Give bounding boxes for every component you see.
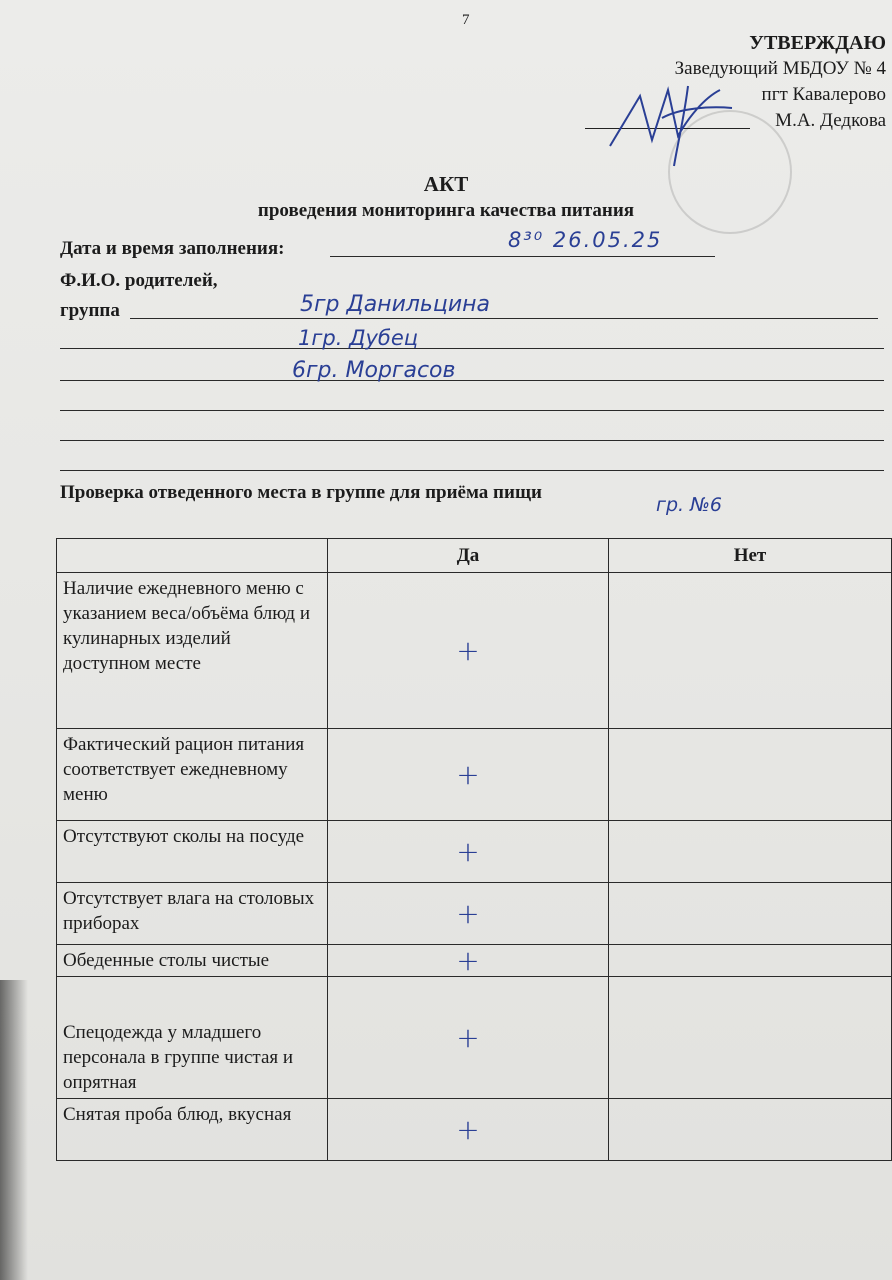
page-number: 7 xyxy=(462,12,470,28)
checklist-table xyxy=(56,538,892,1161)
table-row xyxy=(57,821,892,883)
row-yes-mark: + xyxy=(328,821,609,883)
table-row xyxy=(57,945,892,977)
parent-entry-2: 1гр. Дубец xyxy=(298,326,419,350)
approval-location: пгт Кавалерово xyxy=(761,84,886,105)
approval-title: УТВЕРЖДАЮ xyxy=(749,32,886,54)
row-no-mark xyxy=(609,1099,892,1161)
row-item: Спецодежда у младшего персонала в группе чистая и опрятная xyxy=(57,977,328,1099)
form-line-4 xyxy=(60,410,884,411)
form-line-5 xyxy=(60,440,884,441)
datetime-label: Дата и время заполнения: xyxy=(60,238,285,259)
table-row xyxy=(57,729,892,821)
datetime-line xyxy=(330,256,715,257)
row-item: Наличие ежедневного меню с указанием веса/объёма блюд и кулинарных изделий доступном месте xyxy=(57,573,328,729)
signature-mark xyxy=(600,78,750,170)
parents-label: Ф.И.О. родителей, xyxy=(60,270,218,291)
row-item: Отсутствуют сколы на посуде xyxy=(57,821,328,883)
row-yes-mark: + xyxy=(328,945,609,977)
check-heading: Проверка отведенного места в группе для приёма пищи xyxy=(60,482,542,503)
approval-name: М.А. Дедкова xyxy=(775,110,886,131)
row-item: Отсутствует влага на столовых приборах xyxy=(57,883,328,945)
row-yes-mark: + xyxy=(328,977,609,1099)
group-label: группа xyxy=(60,300,120,321)
row-yes-mark: + xyxy=(328,1099,609,1161)
column-header-no: Нет xyxy=(609,539,892,573)
row-no-mark xyxy=(609,977,892,1099)
row-no-mark xyxy=(609,821,892,883)
group-annotation: гр. №6 xyxy=(656,494,722,516)
parent-entry-3: 6гр. Моргасов xyxy=(292,358,456,383)
row-item: Снятая проба блюд, вкусная xyxy=(57,1099,328,1161)
row-yes-mark: + xyxy=(328,573,609,729)
row-no-mark xyxy=(609,573,892,729)
row-no-mark xyxy=(609,945,892,977)
row-yes-mark: + xyxy=(328,883,609,945)
row-no-mark xyxy=(609,883,892,945)
table-row xyxy=(57,1099,892,1161)
form-line-2 xyxy=(60,348,884,349)
approval-position: Заведующий МБДОУ № 4 xyxy=(674,58,886,79)
column-header-item xyxy=(57,539,328,573)
table-row xyxy=(57,883,892,945)
row-item: Обеденные столы чистые xyxy=(57,945,328,977)
table-header-row xyxy=(57,539,892,573)
column-header-yes: Да xyxy=(328,539,609,573)
page-shadow xyxy=(0,980,28,1280)
form-line-6 xyxy=(60,470,884,471)
row-yes-mark: + xyxy=(328,729,609,821)
table-row xyxy=(57,977,892,1099)
form-line-3 xyxy=(60,380,884,381)
parent-entry-1: 5гр Данильцина xyxy=(300,292,491,317)
doc-title: АКТ xyxy=(423,172,469,196)
table-row xyxy=(57,573,892,729)
row-item: Фактический рацион питания соответствует ежедневному меню xyxy=(57,729,328,821)
datetime-value: 8³⁰ 26.05.25 xyxy=(508,228,663,252)
row-no-mark xyxy=(609,729,892,821)
doc-subtitle: проведения мониторинга качества питания xyxy=(257,200,635,221)
form-line-1 xyxy=(130,318,878,319)
